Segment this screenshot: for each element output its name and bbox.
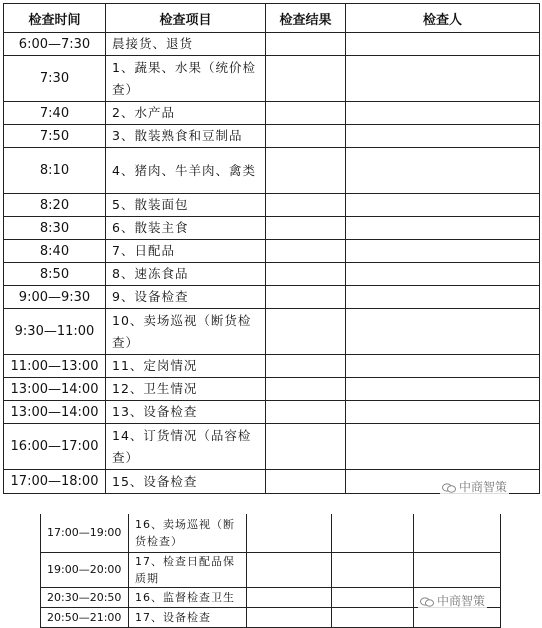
row-item: 17、检查日配品保质期 [129, 552, 247, 587]
row-time: 8:30 [4, 217, 106, 240]
row-inspector-cell[interactable] [346, 148, 540, 194]
row-item: 14、订货情况（品容检查） [106, 424, 266, 470]
row-inspector-cell[interactable] [346, 125, 540, 148]
row-item: 2、水产品 [106, 102, 266, 125]
row-result-cell[interactable] [266, 355, 346, 378]
row-inspector-cell[interactable] [346, 240, 540, 263]
row-inspector-cell[interactable] [346, 102, 540, 125]
row-inspector-cell[interactable] [346, 309, 540, 355]
row-result-cell[interactable] [266, 148, 346, 194]
table-row [4, 102, 540, 125]
table-row [4, 240, 540, 263]
table-row [4, 125, 540, 148]
row-item: 1、蔬果、水果（统价检查） [106, 56, 266, 102]
row-time: 11:00—13:00 [4, 355, 106, 378]
row-time: 13:00—14:00 [4, 378, 106, 401]
row-extra-cell[interactable] [414, 514, 501, 552]
table-row [41, 514, 501, 552]
row-inspector-cell[interactable] [332, 514, 414, 552]
row-result-cell[interactable] [247, 514, 332, 552]
row-time: 16:00—17:00 [4, 424, 106, 470]
table-row [4, 217, 540, 240]
row-extra-cell[interactable] [414, 607, 501, 627]
row-inspector-cell[interactable] [346, 263, 540, 286]
row-time: 19:00—20:00 [41, 552, 129, 587]
row-time: 17:00—19:00 [41, 514, 129, 552]
evening-schedule-table [40, 514, 501, 628]
header-check-time: 检查时间 [4, 4, 106, 33]
table-row [4, 424, 540, 470]
row-inspector-cell[interactable] [346, 286, 540, 309]
row-result-cell[interactable] [266, 194, 346, 217]
row-time: 8:40 [4, 240, 106, 263]
row-result-cell[interactable] [266, 424, 346, 470]
row-item: 4、猪肉、牛羊肉、禽类 [106, 148, 266, 194]
row-result-cell[interactable] [266, 56, 346, 102]
row-result-cell[interactable] [266, 309, 346, 355]
row-time: 20:30—20:50 [41, 587, 129, 607]
row-inspector-cell[interactable] [346, 33, 540, 56]
row-item: 9、设备检查 [106, 286, 266, 309]
watermark-text: 中商智策 [459, 480, 508, 494]
row-time: 9:00—9:30 [4, 286, 106, 309]
row-time: 8:10 [4, 148, 106, 194]
row-item: 17、设备检查 [129, 607, 247, 627]
row-inspector-cell[interactable] [346, 194, 540, 217]
row-result-cell[interactable] [247, 607, 332, 627]
table-row [4, 194, 540, 217]
row-time: 7:50 [4, 125, 106, 148]
row-result-cell[interactable] [247, 552, 332, 587]
row-result-cell[interactable] [266, 470, 346, 494]
row-item: 15、设备检查 [106, 470, 266, 494]
row-inspector-cell[interactable] [346, 217, 540, 240]
row-time: 9:30—11:00 [4, 309, 106, 355]
row-time: 6:00—7:30 [4, 33, 106, 56]
inspection-schedule-table [3, 3, 540, 494]
row-item: 12、卫生情况 [106, 378, 266, 401]
row-result-cell[interactable] [266, 378, 346, 401]
row-time: 7:30 [4, 56, 106, 102]
row-item: 11、定岗情况 [106, 355, 266, 378]
table-row [4, 401, 540, 424]
table-row [4, 286, 540, 309]
row-time: 8:50 [4, 263, 106, 286]
chat-bubble-icon [420, 596, 434, 606]
table-row [4, 33, 540, 56]
row-result-cell[interactable] [266, 240, 346, 263]
row-item: 6、散装主食 [106, 217, 266, 240]
watermark-bottom [418, 592, 487, 609]
table-row [4, 148, 540, 194]
table-row [4, 378, 540, 401]
row-item: 8、速冻食品 [106, 263, 266, 286]
row-result-cell[interactable] [266, 286, 346, 309]
table-row [4, 56, 540, 102]
row-result-cell[interactable] [266, 33, 346, 56]
row-inspector-cell[interactable] [346, 378, 540, 401]
row-item: 5、散装面包 [106, 194, 266, 217]
row-result-cell[interactable] [266, 125, 346, 148]
header-inspector: 检查人 [346, 4, 540, 33]
row-time: 17:00—18:00 [4, 470, 106, 494]
watermark-top [440, 478, 509, 495]
table-row [4, 355, 540, 378]
row-inspector-cell[interactable] [332, 552, 414, 587]
row-time: 13:00—14:00 [4, 401, 106, 424]
table-row [41, 552, 501, 587]
row-item: 7、日配品 [106, 240, 266, 263]
row-item: 3、散装熟食和豆制品 [106, 125, 266, 148]
row-item: 16、卖场巡视（断货检查） [129, 514, 247, 552]
table-header-row [4, 4, 540, 33]
row-inspector-cell[interactable] [346, 424, 540, 470]
row-result-cell[interactable] [266, 401, 346, 424]
chat-bubble-icon [442, 482, 456, 492]
table-row [4, 309, 540, 355]
row-item: 10、卖场巡视（断货检查） [106, 309, 266, 355]
row-result-cell[interactable] [266, 263, 346, 286]
row-inspector-cell[interactable] [346, 56, 540, 102]
row-item: 16、监督检查卫生 [129, 587, 247, 607]
row-result-cell[interactable] [266, 102, 346, 125]
row-inspector-cell[interactable] [346, 401, 540, 424]
row-inspector-cell[interactable] [346, 355, 540, 378]
table-row [4, 263, 540, 286]
watermark-text: 中商智策 [437, 594, 486, 608]
row-result-cell[interactable] [266, 217, 346, 240]
header-check-item: 检查项目 [106, 4, 266, 33]
table-row [41, 607, 501, 627]
row-item: 晨接货、退货 [106, 33, 266, 56]
row-inspector-cell[interactable] [332, 587, 414, 607]
row-time: 8:20 [4, 194, 106, 217]
row-extra-cell[interactable] [414, 552, 501, 587]
row-time: 20:50—21:00 [41, 607, 129, 627]
row-time: 7:40 [4, 102, 106, 125]
row-inspector-cell[interactable] [332, 607, 414, 627]
row-result-cell[interactable] [247, 587, 332, 607]
row-item: 13、设备检查 [106, 401, 266, 424]
header-check-result: 检查结果 [266, 4, 346, 33]
